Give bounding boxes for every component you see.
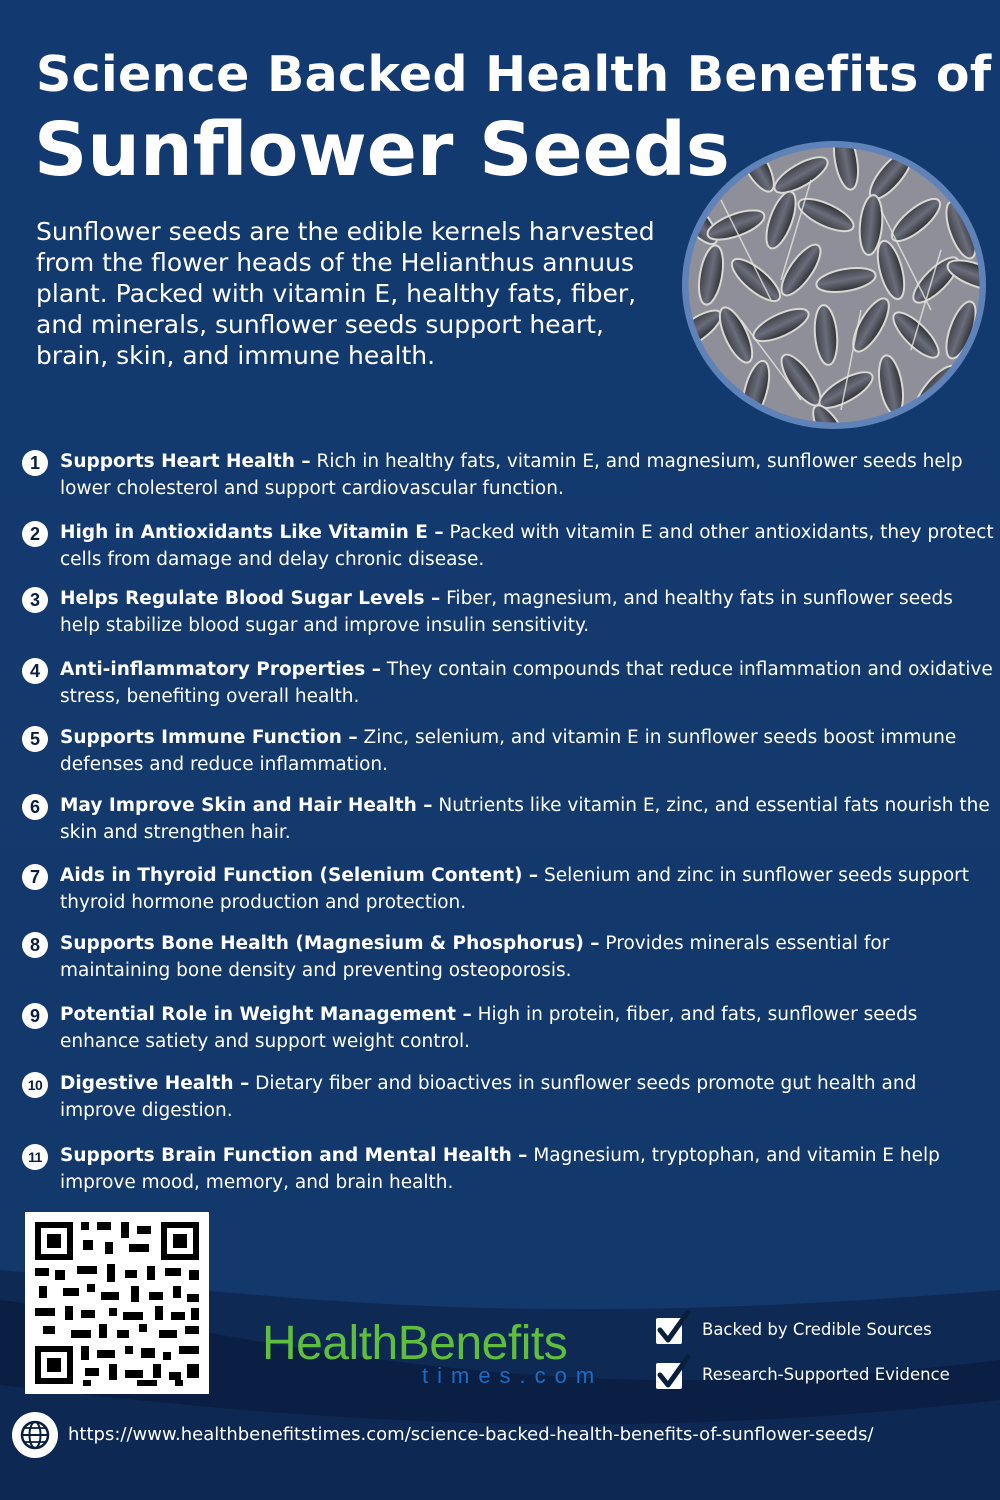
benefit-description: Packed with vitamin E and other antioxidants, they protect cells from damage and delay chronic disease. [60, 522, 994, 570]
title-line-2: Sunflower Seeds [34, 107, 730, 193]
number-badge: 4 [22, 658, 48, 684]
benefit-description: Dietary fiber and bioactives in sunflower seeds promote gut health and improve digestion. [60, 1073, 917, 1121]
benefit-title: Helps Regulate Blood Sugar Levels – [60, 588, 441, 609]
benefit-description: Provides minerals essential for maintaining bone density and preventing osteoporosis. [60, 933, 890, 981]
number-badge: 1 [22, 450, 48, 476]
number-badge: 8 [22, 932, 48, 958]
benefit-description: Zinc, selenium, and vitamin E in sunflower seeds boost immune defenses and reduce inflammation. [60, 727, 957, 775]
benefit-title: Aids in Thyroid Function (Selenium Content) – [60, 865, 539, 886]
check-label: Backed by Credible Sources [702, 1320, 932, 1339]
benefit-title: Supports Bone Health (Magnesium & Phosphorus) – [60, 933, 600, 954]
number-badge: 10 [22, 1072, 48, 1098]
url-row[interactable] [12, 1412, 972, 1460]
benefit-description: High in protein, fiber, and fats, sunflower seeds enhance satiety and support weight control. [60, 1004, 918, 1052]
site-logo[interactable] [262, 1318, 622, 1392]
number-badge: 9 [22, 1003, 48, 1029]
checkbox [656, 1318, 682, 1344]
logo-subtext: times.com [422, 1363, 604, 1388]
qr-code-icon [25, 1212, 209, 1394]
checkmark-icon [654, 1353, 694, 1393]
benefit-description: Nutrients like vitamin E, zinc, and essential fats nourish the skin and strengthen hair. [60, 795, 990, 843]
benefit-title: High in Antioxidants Like Vitamin E – [60, 522, 444, 543]
globe-badge [12, 1412, 58, 1458]
qr-code[interactable] [25, 1212, 209, 1394]
number-badge: 3 [22, 587, 48, 613]
number-badge: 7 [22, 864, 48, 890]
sunflower-seeds-photo [681, 140, 987, 430]
benefit-title: Digestive Health – [60, 1073, 250, 1094]
intro-paragraph: Sunflower seeds are the edible kernels harvested from the flower heads of the Helianthus annuus plant. Packed with vitamin E, healthy fats, fiber, and minerals, sunflower seeds support heart, brain, skin, and immune health. [36, 217, 655, 370]
number-badge: 6 [22, 794, 48, 820]
benefit-title: Potential Role in Weight Management – [60, 1004, 472, 1025]
benefit-description: They contain compounds that reduce inflammation and oxidative stress, benefiting overall health. [60, 659, 993, 707]
credible-sources-badge [656, 1314, 976, 1350]
number-badge: 2 [22, 521, 48, 547]
logo-wordmark: HealthBenefits [262, 1317, 568, 1370]
benefit-title: Supports Immune Function – [60, 727, 358, 748]
article-url-link[interactable]: https://www.healthbenefitstimes.com/science-backed-health-benefits-of-sunflower-seeds/ [68, 1424, 874, 1445]
benefit-title: Supports Heart Health – [60, 451, 311, 472]
checkbox [656, 1363, 682, 1389]
number-badge: 5 [22, 726, 48, 752]
research-evidence-badge [656, 1359, 976, 1395]
benefit-title: May Improve Skin and Hair Health – [60, 795, 433, 816]
benefit-title: Supports Brain Function and Mental Health – [60, 1145, 528, 1166]
benefit-title: Anti-inflammatory Properties – [60, 659, 382, 680]
title-line-1: Science Backed Health Benefits of [36, 46, 992, 103]
number-badge: 11 [22, 1144, 48, 1170]
globe-icon [12, 1412, 58, 1458]
benefit-description: Fiber, magnesium, and healthy fats in sunflower seeds help stabilize blood sugar and improve insulin sensitivity. [60, 588, 953, 636]
benefit-description: Rich in healthy fats, vitamin E, and magnesium, sunflower seeds help lower cholesterol and support cardiovascular function. [60, 451, 963, 499]
benefit-description: Magnesium, tryptophan, and vitamin E help improve mood, memory, and brain health. [60, 1145, 940, 1193]
checkmark-icon [654, 1308, 694, 1348]
check-label: Research-Supported Evidence [702, 1365, 950, 1384]
benefit-description: Selenium and zinc in sunflower seeds support thyroid hormone production and protection. [60, 865, 970, 913]
